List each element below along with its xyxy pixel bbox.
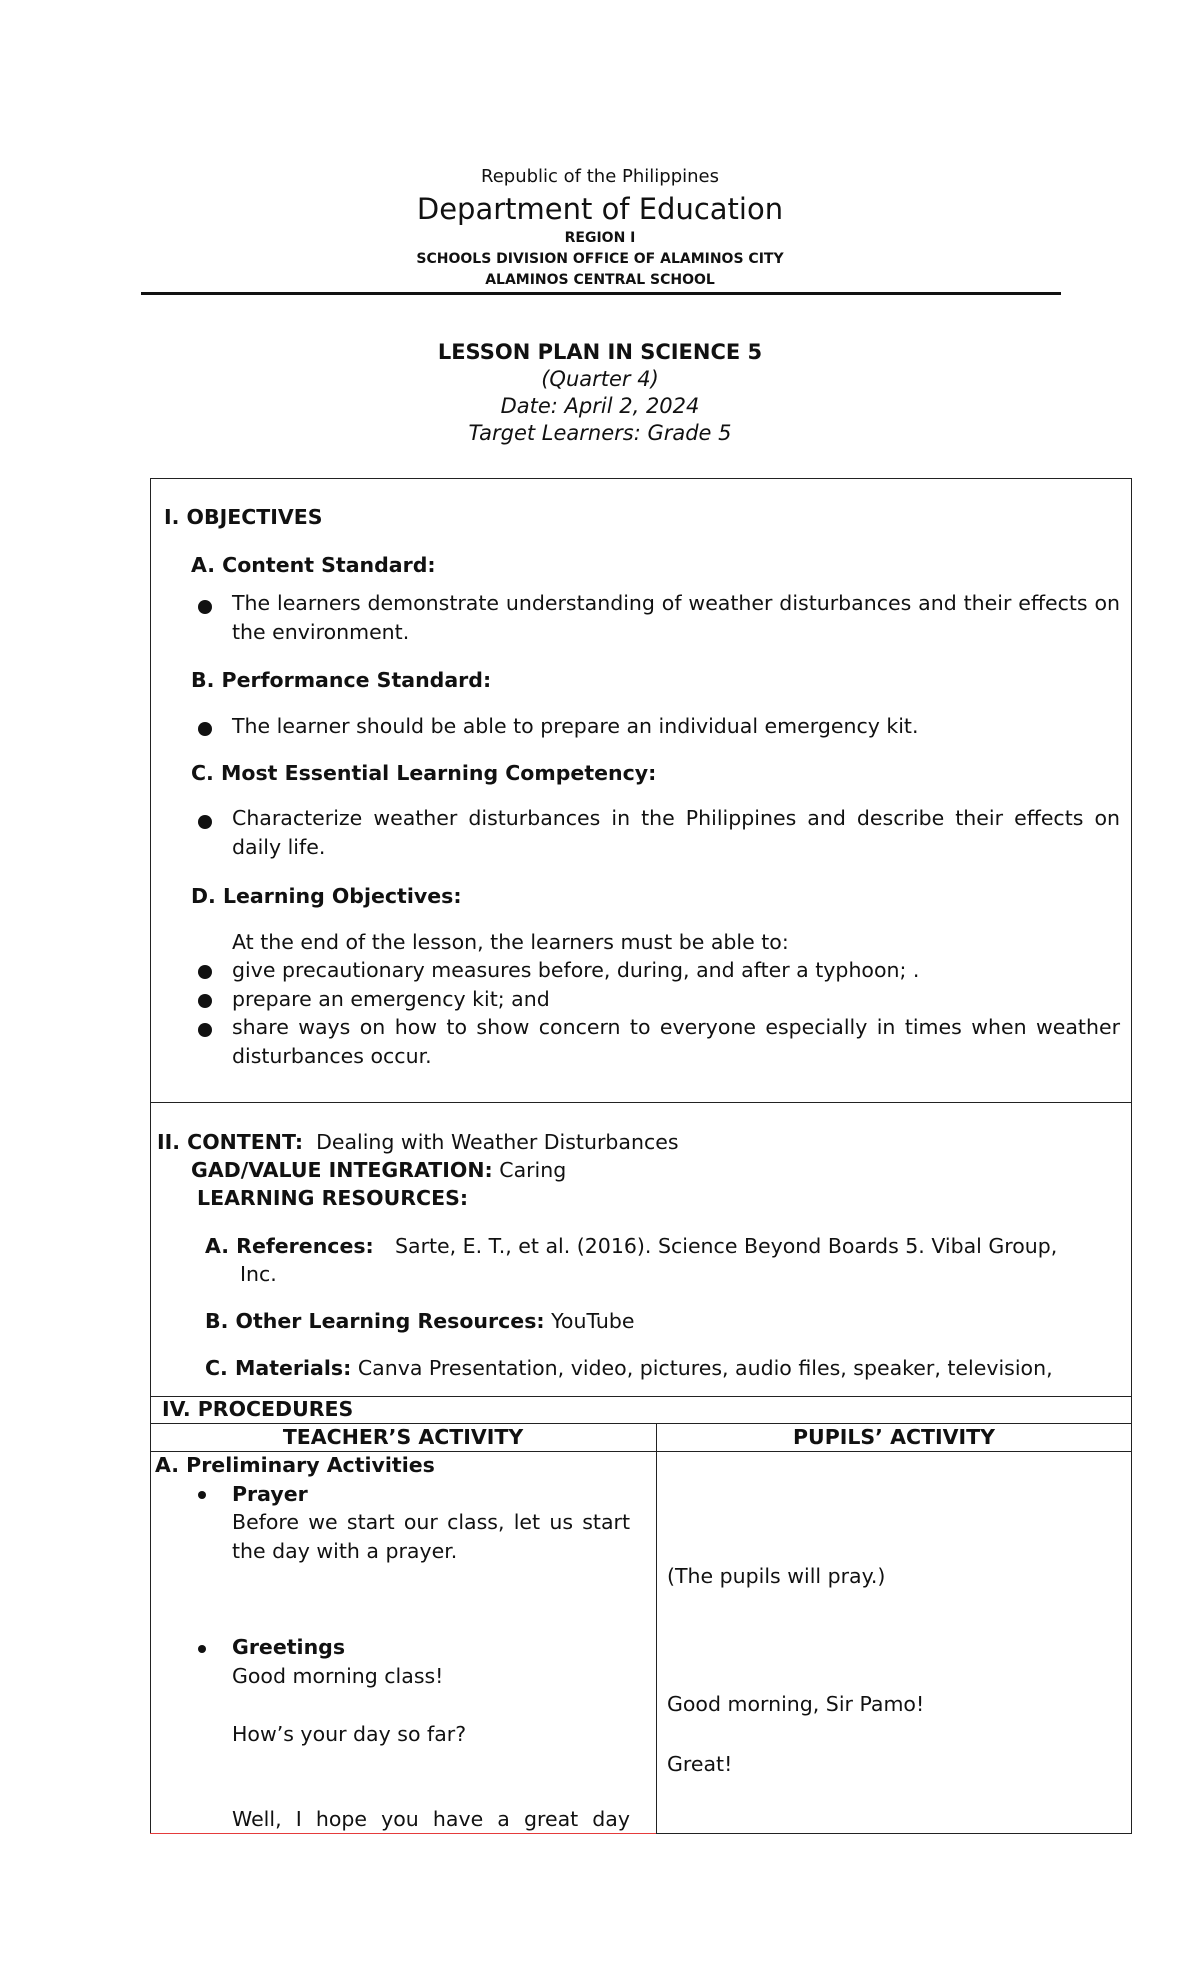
content-line	[157, 1128, 679, 1156]
bullet-icon	[198, 815, 212, 829]
materials-line	[205, 1354, 1053, 1382]
pupils-column-header: PUPILS’ ACTIVITY	[793, 1425, 995, 1449]
content-value: Dealing with Weather Disturbances	[316, 1130, 679, 1154]
materials-value: Canva Presentation, video, pictures, audio files, speaker, television,	[357, 1356, 1053, 1380]
performance-standard-label: B. Performance Standard:	[191, 668, 492, 692]
other-resources-line	[205, 1307, 635, 1335]
bullet-icon	[198, 1491, 206, 1499]
prayer-label: Prayer	[232, 1482, 308, 1506]
greeting-text: Well, I hope you have a great day	[232, 1807, 630, 1831]
content-label: II. CONTENT:	[157, 1130, 304, 1154]
gad-line	[191, 1156, 566, 1184]
procedures-heading: IV. PROCEDURES	[162, 1397, 354, 1421]
prayer-response: (The pupils will pray.)	[667, 1564, 886, 1588]
bullet-icon	[198, 1023, 212, 1037]
page-break-marker	[150, 1833, 656, 1834]
department-line: Department of Education	[416, 192, 784, 226]
references-value-line2: Inc.	[240, 1262, 277, 1286]
region-line: REGION I	[564, 230, 636, 246]
date-line: Date: April 2, 2024	[500, 394, 700, 418]
greeting-response: Good morning, Sir Pamo!	[667, 1692, 925, 1716]
other-resources-label: B. Other Learning Resources:	[205, 1309, 545, 1333]
references-label: A. References:	[205, 1234, 374, 1258]
objectives-heading: I. OBJECTIVES	[164, 505, 323, 529]
bullet-icon	[198, 994, 212, 1008]
objective-item: prepare an emergency kit; and	[232, 987, 550, 1011]
preliminary-activities-label: A. Preliminary Activities	[155, 1453, 435, 1477]
bullet-icon	[198, 965, 212, 979]
prayer-text: Before we start our class, let us start the day with a prayer.	[232, 1510, 630, 1563]
other-resources-value: YouTube	[551, 1309, 635, 1333]
bullet-icon	[198, 722, 212, 736]
gad-value: Caring	[499, 1158, 567, 1182]
objective-item: share ways on how to show concern to everyone especially in times when weather disturbances occur.	[232, 1015, 1120, 1068]
greetings-label: Greetings	[232, 1635, 346, 1659]
division-line: SCHOOLS DIVISION OFFICE OF ALAMINOS CITY	[416, 251, 784, 267]
objective-item: give precautionary measures before, during, and after a typhoon; .	[232, 958, 920, 982]
lesson-title: LESSON PLAN IN SCIENCE 5	[437, 340, 763, 364]
references-value-line1: Sarte, E. T., et al. (2016). Science Beyond Boards 5. Vibal Group,	[395, 1234, 1058, 1258]
teacher-column-header: TEACHER’S ACTIVITY	[282, 1425, 524, 1449]
performance-standard-text: The learner should be able to prepare an individual emergency kit.	[232, 714, 919, 738]
materials-label: C. Materials:	[205, 1356, 352, 1380]
gad-label: GAD/VALUE INTEGRATION:	[191, 1158, 493, 1182]
content-standard-text: The learners demonstrate understanding of weather disturbances and their effects on the environment.	[232, 591, 1120, 644]
resources-label: LEARNING RESOURCES:	[197, 1186, 469, 1210]
school-line: ALAMINOS CENTRAL SCHOOL	[485, 272, 715, 288]
content-standard-label: A. Content Standard:	[191, 553, 436, 577]
bullet-icon	[198, 600, 212, 614]
learning-objectives-label: D. Learning Objectives:	[191, 884, 462, 908]
greeting-response: Great!	[667, 1752, 733, 1776]
learners-line: Target Learners: Grade 5	[468, 421, 732, 445]
melc-text: Characterize weather disturbances in the Philippines and describe their effects on daily life.	[232, 806, 1120, 859]
republic-line: Republic of the Philippines	[481, 166, 719, 187]
quarter-line: (Quarter 4)	[541, 367, 659, 391]
column-divider	[656, 1423, 657, 1834]
greeting-text: Good morning class!	[232, 1664, 444, 1688]
header-divider	[141, 292, 1061, 295]
learning-objectives-intro: At the end of the lesson, the learners must be able to:	[232, 930, 789, 954]
melc-label: C. Most Essential Learning Competency:	[191, 761, 657, 785]
greeting-text: How’s your day so far?	[232, 1722, 467, 1746]
bullet-icon	[198, 1645, 206, 1653]
